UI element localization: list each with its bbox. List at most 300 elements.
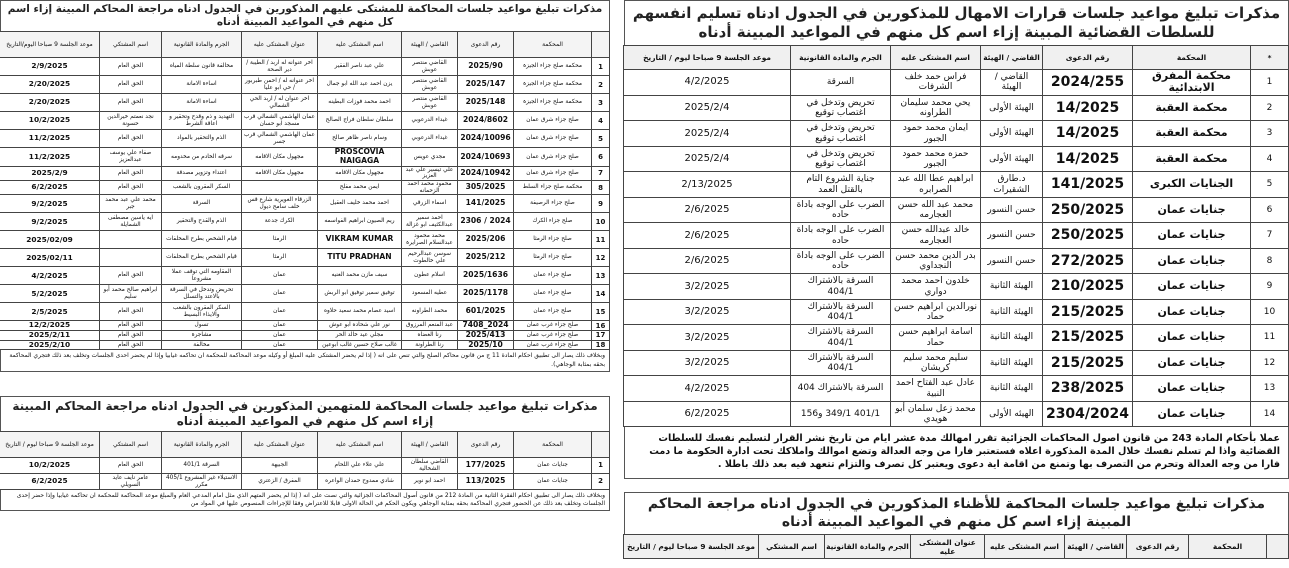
table-cell: 5 bbox=[1251, 172, 1289, 198]
table-cell: جنايات عمان bbox=[1133, 223, 1251, 249]
table-cell: الحق العام bbox=[100, 130, 162, 148]
table-row bbox=[0, 130, 610, 148]
table-cell: الزرقاء الغويرية شارع قس خلف سامح ديول bbox=[242, 195, 318, 213]
table-cell: 14/2025 bbox=[1043, 95, 1133, 121]
left-section-2-note: وبخلاف ذلك يصار الى تطبيق احكام الفقرة الثانية من المادة 212 من قانون أصول المحاكمات الجزائية والتي نصت على انه ( إذا لم يحضر المتهم الذي مثل امام المدعي العام والمبلغ موعد المحاكمة للمحكمة ان تحاكمه غيابيا وإذا حضر إحدى الجلسات وتخلف بعد ذلك عن الحضور فتجري المحاكمة بحقه بمثابة الوجاهي ويكون الحكم في الحالة الاولى قابلا للاعتراض وفقا للإجراءات المنصوص عليها في المواد من bbox=[0, 490, 610, 511]
table-cell: 13 bbox=[1251, 376, 1289, 402]
col-header bbox=[1267, 535, 1289, 559]
table-row bbox=[0, 321, 610, 331]
table-cell: غيداء الدرعوبي bbox=[402, 130, 458, 148]
table-cell: 601/2025 bbox=[458, 303, 514, 321]
col-header: رقم الدعوى bbox=[1043, 45, 1133, 69]
table-cell: جنايات عمان bbox=[1133, 274, 1251, 300]
table-cell: محكمة المفرق الابتدائية bbox=[1133, 69, 1251, 95]
table-row bbox=[0, 112, 610, 130]
table-cell: عمان الهاشمي الشمالي قرب مسجد ابو حسان bbox=[242, 112, 318, 130]
table-cell: 6 bbox=[592, 148, 610, 166]
table-cell: 2/5/2025 bbox=[0, 303, 100, 321]
table-cell: 2024/10693 bbox=[458, 148, 514, 166]
right-section-note: عملا بأحكام المادة 243 من قانون اصول المحاكمات الجزائية تقرر امهالك مدة عشر ايام من تاريخ نشر القرار لتسليم نفسك للسلطات القضائية واذا لم تسلم نفسك خلال المدة المذكورة اعلاه فستعتبر فارا من وجه العدالة وتضع اموالك واملاكك تحت ادارة الحكومة ما دمت فارا من وجه العدالة وتحرم من التصرف بها وتمنع من اقامة اية دعوى ويعتبر كل تصرف والتزام تتعهد فيه بعد ذلك باطلا . bbox=[624, 427, 1289, 479]
table-row bbox=[0, 213, 610, 231]
table-cell: 2/9/2025 bbox=[0, 58, 100, 76]
table-cell: 2024/10942 bbox=[458, 166, 514, 180]
table-cell: 2025/413 bbox=[458, 331, 514, 341]
table-row bbox=[0, 166, 610, 180]
table-cell: 6/2/2025 bbox=[0, 181, 100, 195]
table-cell: الحق العام bbox=[100, 331, 162, 341]
table-cell: مجدي عويس bbox=[402, 148, 458, 166]
table-cell: ريم الصيون ابراهيم الفواسمه bbox=[318, 213, 402, 231]
table-cell: السرقة 401/1 bbox=[162, 458, 242, 474]
table-cell: 2025/1178 bbox=[458, 285, 514, 303]
col-header: اسم المشتكي bbox=[100, 432, 162, 458]
table-header-row bbox=[624, 535, 1289, 559]
table-cell: محكمة العقبة bbox=[1133, 95, 1251, 121]
table-cell: علي تيسير علي عبد العزيز bbox=[402, 166, 458, 180]
table-cell: الكرك جدعة bbox=[242, 213, 318, 231]
table-cell: 2025/148 bbox=[458, 94, 514, 112]
table-cell: صلح جزاء الرصيفة bbox=[514, 195, 592, 213]
col-header: رقم الدعوى bbox=[458, 32, 514, 58]
right-section-title: مذكرات تبليغ مواعيد جلسات قرارات الامهال للمذكورين في الجدول ادناه تسليم انفسهم للسلطات القضائية المبينة إزاء اسم كل منهم في المواعيد المبينة أدناه bbox=[624, 0, 1289, 45]
col-header: عنوان المشتكى عليه bbox=[242, 432, 318, 458]
table-cell: 2 bbox=[1251, 95, 1289, 121]
table-cell: 5 bbox=[592, 130, 610, 148]
col-header: اسم المشتكي bbox=[759, 535, 825, 559]
table-cell: 6/2/2025 bbox=[0, 474, 100, 490]
table-cell: يزن احمد عبد الله ابو جمال bbox=[318, 76, 402, 94]
col-header: القاضي / الهيئة bbox=[402, 32, 458, 58]
col-header: الجرم والمادة القانونية bbox=[791, 45, 891, 69]
table-cell: 2/6/2025 bbox=[624, 197, 791, 223]
table-cell: ايمن محمد مفلح bbox=[318, 181, 402, 195]
left-table-body bbox=[0, 58, 610, 350]
table-cell: علي علاء علي اللحام bbox=[318, 458, 402, 474]
table-cell: الهيئة الثانية bbox=[981, 325, 1043, 351]
table-cell: فراس حمد خلف الشرفات bbox=[891, 69, 981, 95]
table-cell: احمد ابو نوير bbox=[402, 474, 458, 490]
table-cell: 2/20/2025 bbox=[0, 94, 100, 112]
table-cell: يحي محمد سليمان الطراونه bbox=[891, 95, 981, 121]
table-cell: 2025/147 bbox=[458, 76, 514, 94]
table-cell: 4/2/2025 bbox=[624, 376, 791, 402]
table-cell: 7 bbox=[592, 166, 610, 180]
table-cell: الحق العام bbox=[100, 76, 162, 94]
table-cell: اخر عنوانه له / احمن طبربور / حي ابو عليا bbox=[242, 76, 318, 94]
table-row bbox=[0, 267, 610, 285]
table-cell: الهيئة الثانية bbox=[981, 274, 1043, 300]
table-cell: قيام الشخص بطرح المخلفات bbox=[162, 231, 242, 249]
table-cell: 10 bbox=[1251, 299, 1289, 325]
col-header: * bbox=[1251, 45, 1289, 69]
table-cell: PROSCOVIA NAIGAGA bbox=[318, 148, 402, 166]
table-cell: 1 bbox=[592, 458, 610, 474]
table-cell: 2/13/2025 bbox=[624, 172, 791, 198]
table-cell: 2025/90 bbox=[458, 58, 514, 76]
table-row bbox=[624, 223, 1289, 249]
table-cell: اخر عنوانه له اربد / الطيبة / دير الصحة bbox=[242, 58, 318, 76]
table-cell: شادي ممدوح حمدان الواعره bbox=[318, 474, 402, 490]
left-accused-table bbox=[0, 431, 610, 490]
table-cell: صفاء علي يوسف عبدالعزيز bbox=[100, 148, 162, 166]
table-cell: عمان bbox=[242, 267, 318, 285]
table-cell: 2 bbox=[592, 474, 610, 490]
table-cell: 2025/212 bbox=[458, 249, 514, 267]
table-cell: نورالدين ابراهيم حسن حماد bbox=[891, 299, 981, 325]
table-cell: 2/20/2025 bbox=[0, 76, 100, 94]
table-cell: 210/2025 bbox=[1043, 274, 1133, 300]
table-cell: 6 bbox=[1251, 197, 1289, 223]
table-cell: 8 bbox=[592, 181, 610, 195]
table-cell: 215/2025 bbox=[1043, 325, 1133, 351]
table-cell: صلح جزاء شرق عمان bbox=[514, 166, 592, 180]
table-cell: 8 bbox=[1251, 248, 1289, 274]
table-cell: مجلي عيد خالد الحر bbox=[318, 331, 402, 341]
table-row bbox=[624, 172, 1289, 198]
table-cell: 305/2025 bbox=[458, 181, 514, 195]
table-cell: تحريض وتدخل في السرقة بالاعتد والتسلل bbox=[162, 285, 242, 303]
table-cell: 17 bbox=[592, 331, 610, 341]
table-cell: صلح جزاء عمان bbox=[514, 267, 592, 285]
table-cell: ابراهيم صالح محمد أبو سليم bbox=[100, 285, 162, 303]
table-cell: 2025/2/4 bbox=[624, 121, 791, 147]
table-cell: مشاجرة bbox=[162, 331, 242, 341]
table-cell: 14 bbox=[1251, 401, 1289, 427]
table-cell: اسيد عصام محمد سعيد حلاوه bbox=[318, 303, 402, 321]
table-cell: جنايات عمان bbox=[1133, 197, 1251, 223]
table-cell: صلح جزاء الرمثا bbox=[514, 231, 592, 249]
table-cell: مجهول مكان الاقامه bbox=[242, 148, 318, 166]
table-cell: 9/2/2025 bbox=[0, 195, 100, 213]
col-header: اسم المشتكي bbox=[100, 32, 162, 58]
table-cell: المفرق / الزعتري bbox=[242, 474, 318, 490]
table-cell: رنا الغضاه bbox=[402, 331, 458, 341]
table-cell: 215/2025 bbox=[1043, 299, 1133, 325]
table-cell: احمد سمير عبدالكثيف ابو غزالة bbox=[402, 213, 458, 231]
table-cell: احمد محمد فوزات البطينه bbox=[318, 94, 402, 112]
table-cell: عمان bbox=[242, 285, 318, 303]
table-cell: الحق العام bbox=[100, 321, 162, 331]
table-row bbox=[624, 95, 1289, 121]
table-cell: 11 bbox=[592, 231, 610, 249]
table-row bbox=[624, 248, 1289, 274]
table-cell: 2025/2/11 bbox=[0, 331, 100, 341]
table-cell: اساءة الامانة bbox=[162, 76, 242, 94]
table-cell: محمد عبد الله حسن العجارمه bbox=[891, 197, 981, 223]
table-cell: ايه ياسين مصطفى الشمايلة bbox=[100, 213, 162, 231]
col-header: موعد الجلسة 9 صباحا اليوم/التاريخ bbox=[0, 32, 100, 58]
right-defendants-table bbox=[623, 534, 1289, 559]
table-row bbox=[0, 181, 610, 195]
table-row bbox=[0, 458, 610, 474]
col-header: القاضي / الهيئة bbox=[402, 432, 458, 458]
table-cell: الجنايات الكبرى bbox=[1133, 172, 1251, 198]
right-section-2-title: مذكرات تبليغ مواعيد جلسات المحاكمة للأظناء المذكورين في الجدول ادناه مراجعة المحاكم المبينة إزاء اسم كل منهم في المواعيد المبينة أدناه bbox=[624, 492, 1289, 534]
table-cell: القاضي سلطان الشخالية bbox=[402, 458, 458, 474]
table-row bbox=[0, 303, 610, 321]
col-header: اسم المشتكى عليه bbox=[318, 32, 402, 58]
table-row bbox=[0, 195, 610, 213]
left-hearings-table bbox=[0, 31, 610, 350]
table-cell: صلح جزاء شرق عمان bbox=[514, 148, 592, 166]
table-cell: محكمة العقبة bbox=[1133, 121, 1251, 147]
table-cell: الحق العام bbox=[100, 267, 162, 285]
table-cell: محمد علي عبد محمد جبر bbox=[100, 195, 162, 213]
table-cell: صلح جزاء عمان bbox=[514, 285, 592, 303]
table-cell: الحق العام bbox=[100, 340, 162, 350]
table-cell: 1 bbox=[1251, 69, 1289, 95]
table-cell: مجهول مكان الاقامه bbox=[318, 166, 402, 180]
col-header: المحكمة bbox=[514, 32, 592, 58]
table-cell: خلدون احمد محمد دواري bbox=[891, 274, 981, 300]
table-cell: 2025/2/4 bbox=[624, 146, 791, 172]
right-section-2 bbox=[624, 492, 1289, 559]
table-cell: 4/2/2025 bbox=[624, 69, 791, 95]
table-cell bbox=[100, 231, 162, 249]
table-cell: جنايات عمان bbox=[1133, 248, 1251, 274]
col-header: رقم الدعوى bbox=[1127, 535, 1189, 559]
table-row bbox=[624, 376, 1289, 402]
table-cell: جنايات عمان bbox=[1133, 350, 1251, 376]
table-cell: السرقة بالاشتراك 404/1 bbox=[791, 274, 891, 300]
table-cell: 11 bbox=[1251, 325, 1289, 351]
table-cell: علي عبد ناصر الفقير bbox=[318, 58, 402, 76]
table-cell: محمد زعل سلمان أبو هويدي bbox=[891, 401, 981, 427]
table-cell: الذم والقدح والتحقير bbox=[162, 213, 242, 231]
col-header: موعد الجلسة 9 صباحا ليوم / التاريخ bbox=[624, 535, 759, 559]
left-section-2 bbox=[0, 396, 610, 511]
table-cell: الضرب على الوجه باداة حاده bbox=[791, 197, 891, 223]
right-table-body bbox=[624, 69, 1289, 427]
table-cell: 5/2/2025 bbox=[0, 285, 100, 303]
table-cell: عمان الهاشمي الشمالي قرب جسر bbox=[242, 130, 318, 148]
table-cell: 12 bbox=[592, 249, 610, 267]
table-cell: القاضي منتصر عوبش bbox=[402, 76, 458, 94]
table-cell: جناية الشروع التام بالقتل العمد bbox=[791, 172, 891, 198]
table-cell: 3 bbox=[592, 94, 610, 112]
table-cell: احمد محمد خليف العقيل bbox=[318, 195, 402, 213]
table-cell: 9/2/2025 bbox=[0, 213, 100, 231]
col-header: المحكمة bbox=[514, 432, 592, 458]
table-cell: الذم والتحقير بالمواد bbox=[162, 130, 242, 148]
table-cell: 2024/255 bbox=[1043, 69, 1133, 95]
col-header: القاضي / الهيئة bbox=[981, 45, 1043, 69]
table-cell: صلح جزاء شرق عمان bbox=[514, 112, 592, 130]
table-cell: 3/2/2025 bbox=[624, 325, 791, 351]
table-cell: 3/2/2025 bbox=[624, 350, 791, 376]
table-cell: اسامة ابراهيم حسن حماد bbox=[891, 325, 981, 351]
table-cell: الهيئة الثانية bbox=[981, 299, 1043, 325]
table-cell: جنايات عمان bbox=[1133, 376, 1251, 402]
table-row bbox=[0, 340, 610, 350]
table-cell: الهيئة الأولى bbox=[981, 95, 1043, 121]
table-cell: 272/2025 bbox=[1043, 248, 1133, 274]
table-row bbox=[624, 401, 1289, 427]
table-cell: جنايات عمان bbox=[1133, 299, 1251, 325]
table-cell: 12/2/2025 bbox=[0, 321, 100, 331]
table-cell: القاضي منتصر عوبش bbox=[402, 94, 458, 112]
table-cell: مجهول مكان الاقامه bbox=[242, 166, 318, 180]
table-cell: 14/2025 bbox=[1043, 121, 1133, 147]
col-header: اسم المشتكى عليه bbox=[318, 432, 402, 458]
table-cell: 2024 / 2306 bbox=[458, 213, 514, 231]
table-cell: الهيئة الثانية bbox=[981, 350, 1043, 376]
table-cell: الحق العام bbox=[100, 458, 162, 474]
table-cell: محكمة العقبة bbox=[1133, 146, 1251, 172]
table-cell: 3/2/2025 bbox=[624, 274, 791, 300]
table-cell: 141/2025 bbox=[1043, 172, 1133, 198]
table-cell: حسن النسور bbox=[981, 248, 1043, 274]
table-cell: 2 bbox=[592, 76, 610, 94]
table-cell: الضرب على الوجه باداة حاده bbox=[791, 248, 891, 274]
table-cell: عامر نايف عايد السويلي bbox=[100, 474, 162, 490]
table-cell: اخر عنوان له / اربد الحي الشمالي bbox=[242, 94, 318, 112]
table-cell: القاضي منتصر عوبش bbox=[402, 58, 458, 76]
table-cell: 14/2025 bbox=[1043, 146, 1133, 172]
table-cell: 4 bbox=[592, 112, 610, 130]
table-cell: 18 bbox=[592, 340, 610, 350]
table-cell: 250/2025 bbox=[1043, 197, 1133, 223]
col-header bbox=[592, 432, 610, 458]
table-cell: صلح جزاء شرق عمان bbox=[514, 130, 592, 148]
table-cell: عمان bbox=[242, 331, 318, 341]
table-cell: 2025/10 bbox=[458, 340, 514, 350]
table-cell: 15 bbox=[592, 303, 610, 321]
table-cell: سليم محمد سليم كريشان bbox=[891, 350, 981, 376]
table-cell: ايمان محمد حمود الجبور bbox=[891, 121, 981, 147]
col-header: اسم المشتكى عليه bbox=[891, 45, 981, 69]
table-cell: سلطان سلطان فراج الصالح bbox=[318, 112, 402, 130]
table-cell: تحريض وتدخل في اغتصاب توقيع bbox=[791, 121, 891, 147]
table-cell: القاضي / الهيئة bbox=[981, 69, 1043, 95]
table-cell: السكر المقرون بالشغب والايذاء البسيط bbox=[162, 303, 242, 321]
table-row bbox=[0, 94, 610, 112]
table-row bbox=[0, 76, 610, 94]
table-row bbox=[0, 58, 610, 76]
table-cell: سوسن عبدالرحيم علي خالطوت bbox=[402, 249, 458, 267]
table-cell: السرقة bbox=[791, 69, 891, 95]
col-header: الجرم والمادة القانونية bbox=[162, 432, 242, 458]
col-header bbox=[592, 32, 610, 58]
table-cell: محكمة صلح جزاء الجيزة bbox=[514, 76, 592, 94]
table-header-row bbox=[0, 32, 610, 58]
table-cell: الهيئة الأولى bbox=[981, 121, 1043, 147]
table-cell: التهديد و ذم وقدح وتحقير و اعاقة الشرط bbox=[162, 112, 242, 130]
table-cell: جنايات عمان bbox=[514, 474, 592, 490]
table-cell: 9 bbox=[592, 195, 610, 213]
table-cell: 2025/206 bbox=[458, 231, 514, 249]
table-cell: 7 bbox=[1251, 223, 1289, 249]
table-cell: د.طارق الشقيرات bbox=[981, 172, 1043, 198]
table-cell: محكمة صلح جزاء الجيزة bbox=[514, 58, 592, 76]
table-cell: 3/2/2025 bbox=[624, 299, 791, 325]
table-cell: الهيئه الأولى bbox=[981, 401, 1043, 427]
table-cell: 2025/02/09 bbox=[0, 231, 100, 249]
table-cell: 2024/10096 bbox=[458, 130, 514, 148]
table-cell: اعتداء وتزوير مصدقة bbox=[162, 166, 242, 180]
table-cell bbox=[242, 181, 318, 195]
table-cell: 2024_7408 bbox=[458, 321, 514, 331]
table-cell: اسماء الزرقي bbox=[402, 195, 458, 213]
table-cell: السرقة بالاشتراك 404 bbox=[791, 376, 891, 402]
left-section-title: مذكرات تبليغ مواعيد جلسات المحاكمة للمشتكى عليهم المذكورين في الجدول ادناه مراجعة المحاكم المبينة إزاء اسم كل منهم في المواعيد المبينة أدناه bbox=[0, 0, 610, 31]
table-cell: الرمثا bbox=[242, 249, 318, 267]
table-row bbox=[624, 197, 1289, 223]
table-cell: تحريض وتدخل في اغتصاب توقيع bbox=[791, 95, 891, 121]
table-row bbox=[0, 474, 610, 490]
table-cell: صلح جزاء الرمثا bbox=[514, 249, 592, 267]
table-cell: الجبيهة bbox=[242, 458, 318, 474]
table-cell: 2/6/2025 bbox=[624, 248, 791, 274]
table-cell: اساءة الامانة bbox=[162, 94, 242, 112]
table-cell: حسن النسور bbox=[981, 197, 1043, 223]
table-row bbox=[624, 299, 1289, 325]
table-cell: 10 bbox=[592, 213, 610, 231]
table-cell bbox=[100, 249, 162, 267]
col-header: القاضي / الهيئة bbox=[1065, 535, 1127, 559]
table-cell: 2025/1636 bbox=[458, 267, 514, 285]
col-header: موعد الجلسة 9 صباحا ليوم / التاريخ bbox=[624, 45, 791, 69]
table-cell: مخالفة قانون سلطة المياه bbox=[162, 58, 242, 76]
table-cell: جنايات عمان bbox=[1133, 325, 1251, 351]
table-cell: VIKRAM KUMAR bbox=[318, 231, 402, 249]
table-cell: عبد المنعم المرزوق bbox=[402, 321, 458, 331]
table-row bbox=[624, 69, 1289, 95]
table-cell: محمود محمد احمد الزحمانه bbox=[402, 181, 458, 195]
table-cell: 2025/02/11 bbox=[0, 249, 100, 267]
table-cell: سيف مازن محمد الغنيه bbox=[318, 267, 402, 285]
table-header-row bbox=[624, 45, 1289, 69]
table-cell: صلح جزاء عمان bbox=[514, 303, 592, 321]
table-cell: عمان bbox=[242, 340, 318, 350]
table-row bbox=[0, 249, 610, 267]
table-cell: السرقة بالاشتراك 404/1 bbox=[791, 325, 891, 351]
table-cell: محكمة صلح جزاء الجيزة bbox=[514, 94, 592, 112]
left-page bbox=[0, 0, 610, 568]
table-cell: الحق العام bbox=[100, 166, 162, 180]
table-cell: 401/1 349/1 و156 bbox=[791, 401, 891, 427]
table-header-row bbox=[0, 432, 610, 458]
table-row bbox=[624, 350, 1289, 376]
table-cell: خالد عبدالله حسن العجارمه bbox=[891, 223, 981, 249]
table-cell: صلح جزاء الكرك bbox=[514, 213, 592, 231]
table-cell: توفيق سمير توفيق ابو الربش bbox=[318, 285, 402, 303]
table-cell: السرقة بالاشتراك 404/1 bbox=[791, 299, 891, 325]
table-cell: 2304/2024 bbox=[1043, 401, 1133, 427]
table-cell: سرقه الخادم من مخدومه bbox=[162, 148, 242, 166]
table-cell: غالب صلاح حسين غالب ابوعين bbox=[318, 340, 402, 350]
table-cell: جنايات عمان bbox=[514, 458, 592, 474]
table-row bbox=[624, 121, 1289, 147]
table-cell: السرقة بالاشتراك 404/1 bbox=[791, 350, 891, 376]
table-cell: 238/2025 bbox=[1043, 376, 1133, 402]
table-cell: حمزه محمد حمود الجبور bbox=[891, 146, 981, 172]
table-cell: صلح جزاء غرب عمان bbox=[514, 331, 592, 341]
table-cell: 113/2025 bbox=[458, 474, 514, 490]
right-grace-table bbox=[623, 45, 1289, 428]
table-cell: الهيئة الأولى bbox=[981, 146, 1043, 172]
col-header: المحكمة bbox=[1189, 535, 1267, 559]
table-cell: 10/2/2025 bbox=[0, 112, 100, 130]
left-section-note: وبخلاف ذلك يصار الى تطبيق احكام المادة 11 ج من قانون محاكم الصلح والتي تنص على انه ( إذا لم يحضر المشتكى عليه المبلغ أو وكيله موعد المحاكمة للمحكمة ان تحاكمه غيابيا وإذا لم يحضر احدى الجلسات وتخلف بعد ذلك فتجري المحاكمة بحقه بمثابة الوجاهي). bbox=[0, 350, 610, 371]
table-cell: صلح جزاء غرب عمان bbox=[514, 340, 592, 350]
table-cell: المقاومه التي توقف عملا مشروعا bbox=[162, 267, 242, 285]
table-cell: الحق العام bbox=[100, 181, 162, 195]
table-cell: وسام ناصر ظاهر صالح bbox=[318, 130, 402, 148]
table-cell: السكر المقرون بالشغب bbox=[162, 181, 242, 195]
col-header: موعد الجلسة 9 صباحا ليوم / التاريخ bbox=[0, 432, 100, 458]
table-cell: TITU PRADHAN bbox=[318, 249, 402, 267]
